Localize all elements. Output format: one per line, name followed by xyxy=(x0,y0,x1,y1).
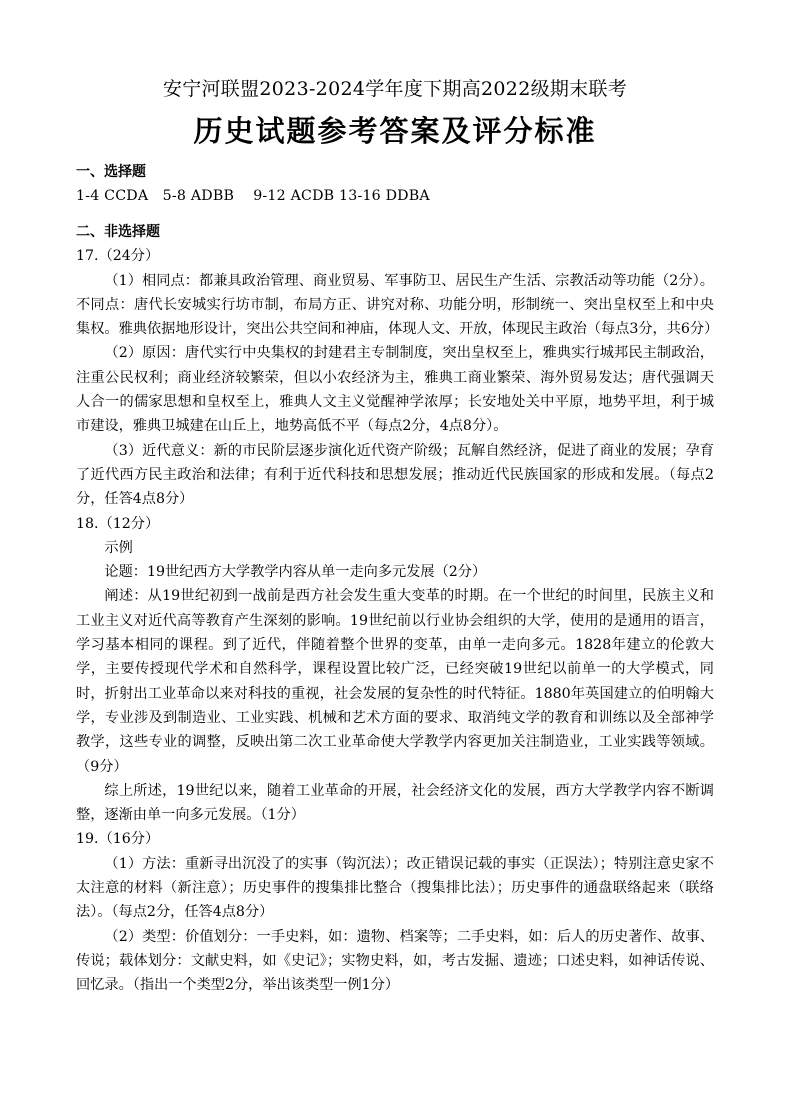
question-18-example: 示例 xyxy=(104,539,133,556)
question-18-conclusion: 综上所述，19世纪以来，随着工业革命的开展，社会经济文化的发展，西方大学教学内容不断调整，逐渐由单一向多元发展。（1分） xyxy=(76,782,714,824)
section-spacer xyxy=(76,208,714,220)
section-heading-nonchoice: 二、非选择题 xyxy=(76,224,160,241)
question-18-label: 18.（12分） xyxy=(76,515,160,532)
choice-answers: 1-4 CCDA 5-8 ADBB 9-12 ACDB 13-16 DDBA xyxy=(76,188,430,204)
section-heading-choice: 一、选择题 xyxy=(76,164,146,180)
question-17-part3: （3）近代意义：新的市民阶层逐步演化近代资产阶级；瓦解自然经济，促进了商业的发展；孕育了近代西方民主政治和法律；有利于近代科技和思想发展；推动近代民族国家的形成和发展。（每点2分，任答4点8分） xyxy=(76,442,714,508)
page-title: 历史试题参考答案及评分标准 xyxy=(193,114,597,148)
question-19-part2: （2）类型：价值划分：一手史料，如：遗物、档案等；二手史料，如：后人的历史著作、故事、传说；载体划分：文献史料，如《史记》；实物史料，如，考古发掘、遗迹；口述史料，如神话传说、回忆录。（指出一个类型2分，举出该类型一例1分） xyxy=(76,928,714,994)
question-19-part1: （1）方法：重新寻出沉没了的实事（钩沉法）；改正错误记载的事实（正误法）；特别注意史家不太注意的材料（新注意）；历史事件的搜集排比整合（搜集排比法）；历史事件的通盘联络起来（联络法）。（每点2分，任答4点8分） xyxy=(76,855,714,921)
question-17-label: 17.（24分） xyxy=(76,248,160,265)
question-18-thesis: 论题：19世纪西方大学教学内容从单一走向多元发展（2分） xyxy=(104,564,487,581)
question-17-part1: （1）相同点：都兼具政治管理、商业贸易、军事防卫、居民生产生活、宗教活动等功能（2分）。不同点：唐代长安城实行坊市制，布局方正、讲究对称、功能分明，形制统一、突出皇权至上和中央集权。雅典依据地形设计，突出公共空间和神庙，体现人文、开放，体现民主政治（每点3分，共6分） xyxy=(76,272,719,338)
question-19-label: 19.（16分） xyxy=(76,831,160,848)
question-18-argument: 阐述：从19世纪初到一战前是西方社会发生重大变革的时期。在一个世纪的时间里，民族主义和工业主义对近代高等教育产生深刻的影响。19世纪前以行业协会组织的大学，使用的是通用的语言，学习基本相同的课程。到了近代，伴随着整个世界的变革，由单一走向多元。1828年建立的伦敦大学，主要传授现代学术和自然科学，课程设置比较广泛，已经突破19世纪以前单一的大学模式，同时，折射出工业革命以来对科技的重视，社会发展的复杂性的时代特征。1880年英国建立的伯明翰大学，专业涉及到制造业、工业实践、机械和艺术方面的要求、取消纯文学的教育和训练以及全部神学教学，这些专业的调整，反映出第二次工业革命使大学教学内容更加关注制造业，工业实践等领域。（9分） xyxy=(76,588,714,775)
question-17-part2: （2）原因：唐代实行中央集权的封建君主专制制度，突出皇权至上，雅典实行城邦民主制政治，注重公民权利；商业经济较繁荣，但以小农经济为主，雅典工商业繁荣、海外贸易发达；唐代强调天人合一的儒家思想和皇权至上，雅典人文主义觉醒神学浓厚；长安地处关中平原，地势平坦，利于城市建设，雅典卫城建在山丘上，地势高低不平（每点2分，4点8分）。 xyxy=(76,345,714,435)
exam-subtitle: 安宁河联盟2023-2024学年度下期高2022级期末联考 xyxy=(162,78,628,100)
